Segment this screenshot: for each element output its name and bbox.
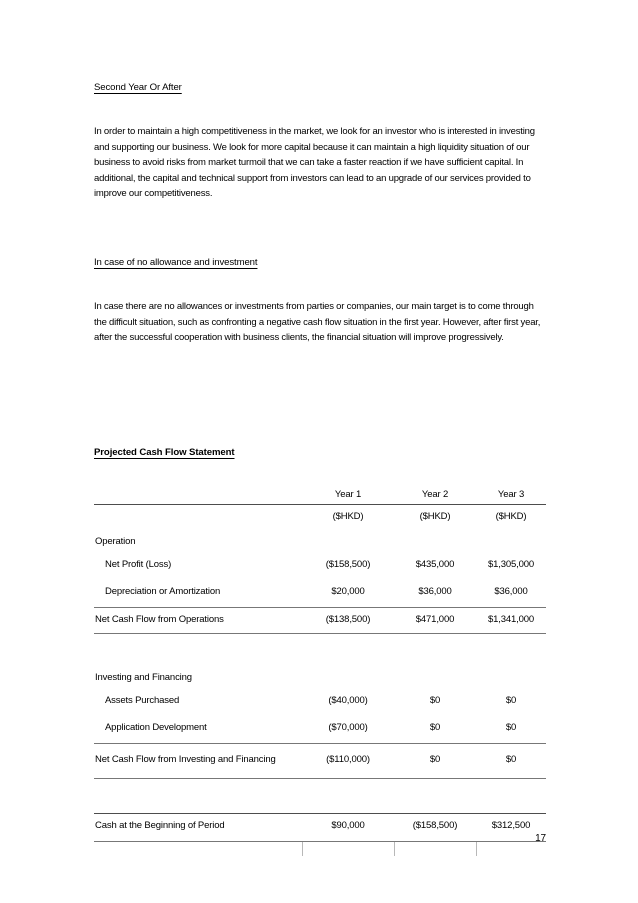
table-row-value: ($158,500) [325, 559, 371, 570]
table-row [94, 584, 546, 599]
table-row-value: ($70,000) [328, 722, 368, 733]
table-row-label: Application Development [105, 722, 207, 733]
cash-flow-table [94, 485, 546, 856]
table-row-value: $435,000 [415, 559, 455, 570]
table-header-year-1: Year 1 [334, 489, 362, 500]
section-heading-no-allowance [94, 252, 257, 270]
table-row [94, 720, 546, 735]
table-clipped-row [94, 842, 546, 856]
page-number: 17 [535, 833, 546, 844]
table-row-label: Cash at the Beginning of Period [95, 820, 225, 831]
table-row-value: $36,000 [418, 586, 452, 597]
table-row-value: $312,500 [491, 820, 531, 831]
section-heading-no-allowance-text: In case of no allowance and investment [94, 257, 258, 268]
table-section-title-investing-financing-text: Investing and Financing [95, 672, 192, 683]
table-title-projected-cash-flow [94, 442, 235, 460]
table-row-value: $0 [505, 722, 517, 733]
section-heading-second-year [94, 77, 182, 95]
column-separator [476, 842, 477, 856]
table-row-value: $0 [429, 695, 441, 706]
section-heading-second-year-text: Second Year Or After [94, 82, 182, 93]
table-row-value: $1,305,000 [487, 559, 535, 570]
table-section-title-operation [94, 534, 546, 549]
table-total-value: $471,000 [415, 614, 455, 625]
table-total-label: Net Cash Flow from Investing and Financing [95, 753, 276, 765]
table-currency-year-3: ($HKD) [495, 511, 527, 522]
table-header-year-3: Year 3 [497, 489, 525, 500]
table-section-title-operation-text: Operation [95, 536, 136, 547]
table-row-value: $36,000 [494, 586, 528, 597]
table-row-value: $0 [429, 722, 441, 733]
table-total-value: $0 [429, 753, 441, 765]
table-currency-year-1: ($HKD) [332, 511, 364, 522]
table-row-value: ($158,500) [412, 820, 458, 831]
table-header-year-2: Year 2 [421, 489, 449, 500]
table-title-projected-cash-flow-text: Projected Cash Flow Statement [94, 447, 235, 458]
table-currency-year-2: ($HKD) [419, 511, 451, 522]
paragraph-competitiveness: In order to maintain a high competitiveness in the market, we look for an investor who is interested in investing and supporting our business. We look for more capital because it can maintain a high liquidity situation of our business to avoid risks from market turmoil that we can take a faster reaction if we have sufficient capital. In additional, the capital and technical support from investors can lead to an upgrade of our services provided to improve our competitiveness. [94, 126, 535, 200]
table-row-value: $20,000 [331, 586, 365, 597]
table-row-value: ($40,000) [328, 695, 368, 706]
table-currency-row [94, 509, 546, 524]
table-row-value: $90,000 [331, 820, 365, 831]
column-separator [394, 842, 395, 856]
table-total-row-operations [94, 612, 546, 627]
table-total-value: $1,341,000 [487, 614, 535, 625]
table-total-value: ($110,000) [326, 753, 370, 765]
table-header-row [94, 485, 546, 504]
table-total-row-investing-financing [94, 748, 546, 770]
table-row-label: Assets Purchased [105, 695, 180, 706]
column-separator [302, 842, 303, 856]
paragraph-no-allowance-case: In case there are no allowances or investments from parties or companies, our main target is to come through the difficult situation, such as confronting a negative cash flow situation in the first year. However, after first year, after the successful cooperation with business clients, the financial situation will improve progressively. [94, 301, 541, 344]
table-row-cash-beginning [94, 818, 546, 833]
table-section-title-investing-financing [94, 670, 546, 685]
table-row-label: Depreciation or Amortization [105, 586, 221, 597]
table-total-value: ($138,500) [325, 614, 371, 625]
table-row [94, 557, 546, 572]
table-total-label: Net Cash Flow from Operations [95, 614, 224, 625]
table-row-value: $0 [505, 695, 517, 706]
table-row [94, 693, 546, 708]
table-row-label: Net Profit (Loss) [105, 559, 172, 570]
table-total-value: $0 [505, 753, 517, 765]
